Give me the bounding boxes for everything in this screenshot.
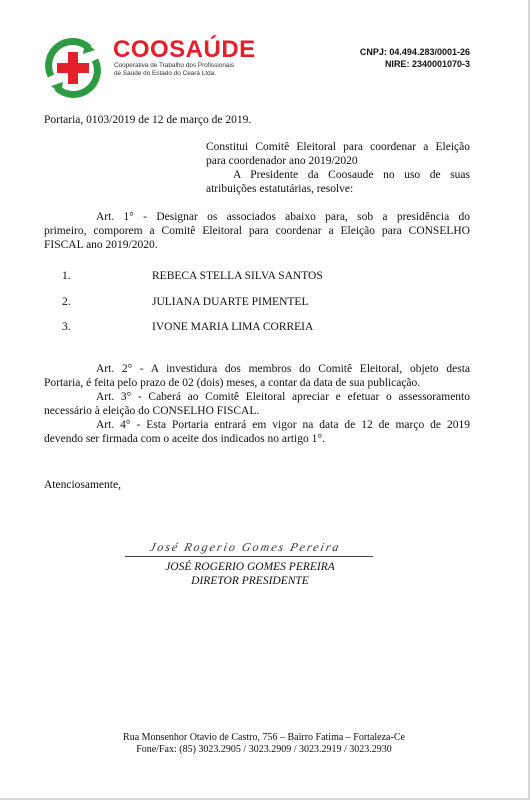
nire: NIRE: 2340001070-3 (384, 59, 470, 69)
article-1: Art. 1° - Designar os associados abaixo para, sob a presidência do primeiro, comporem a Comitê Eleitoral para coordenar a Eleição para CONSELHO FISCAL ano 2019/2020. (44, 211, 470, 251)
brand-name: COOSAÚDE (113, 36, 256, 63)
member-name: REBECA STELLA SILVA SANTOS (152, 270, 323, 282)
portaria-number: Portaria, 0103/2019 de 12 de março de 2019. (44, 114, 252, 126)
company-ids (360, 46, 470, 70)
footer-address: Rua Monsenhor Otavio de Castro, 756 – Bairro Fatima – Fortaleza-Ce (123, 732, 405, 743)
article-3: Art. 3° - Caberá ao Comitê Eleitoral apreciar e efetuar o assessoramento necessário à eleição do CONSELHO FISCAL. (44, 391, 470, 417)
member-name: JULIANA DUARTE PIMENTEL (152, 296, 309, 308)
member-number: 2. (62, 296, 71, 308)
brand-tagline: Cooperativa de Trabalho dos Profissionais de Saúde do Estado do Ceará Ltda. (114, 62, 235, 77)
article-4: Art. 4° - Esta Portaria entrará em vigor na data de 12 de março de 2019 devendo ser firmada com o aceite dos indicados no artigo 1°. (44, 419, 470, 445)
coosaude-logo-icon (41, 36, 105, 100)
member-number: 3. (62, 321, 71, 333)
member-number: 1. (62, 270, 71, 282)
footer-phones: Fone/Fax: (85) 3023.2905 / 3023.2909 / 3023.2919 / 3023.2930 (136, 744, 392, 755)
cnpj: CNPJ: 04.494.283/0001-26 (359, 47, 470, 57)
handwritten-signature: José Rogerio Gomes Pereira (148, 540, 343, 554)
signer-name: JOSÉ ROGERIO GOMES PEREIRA (165, 561, 335, 573)
member-name: IVONE MARIA LIMA CORREIA (152, 321, 314, 333)
signer-title: DIRETOR PRESIDENTE (191, 575, 309, 587)
article-2: Art. 2° - A investidura dos membros do Comitê Eleitoral, objeto desta Portaria, é feita pelo prazo de 02 (dois) meses, a contar da data de sua publicação. (44, 363, 470, 389)
closing: Atenciosamente, (44, 479, 121, 491)
ementa: Constitui Comitê Eleitoral para coordenar a Eleição para coordenador ano 2019/2020 A Presidente da Coosaude no uso de suas atribuições estatutárias, resolve: (206, 141, 470, 195)
signature-line (125, 556, 373, 557)
